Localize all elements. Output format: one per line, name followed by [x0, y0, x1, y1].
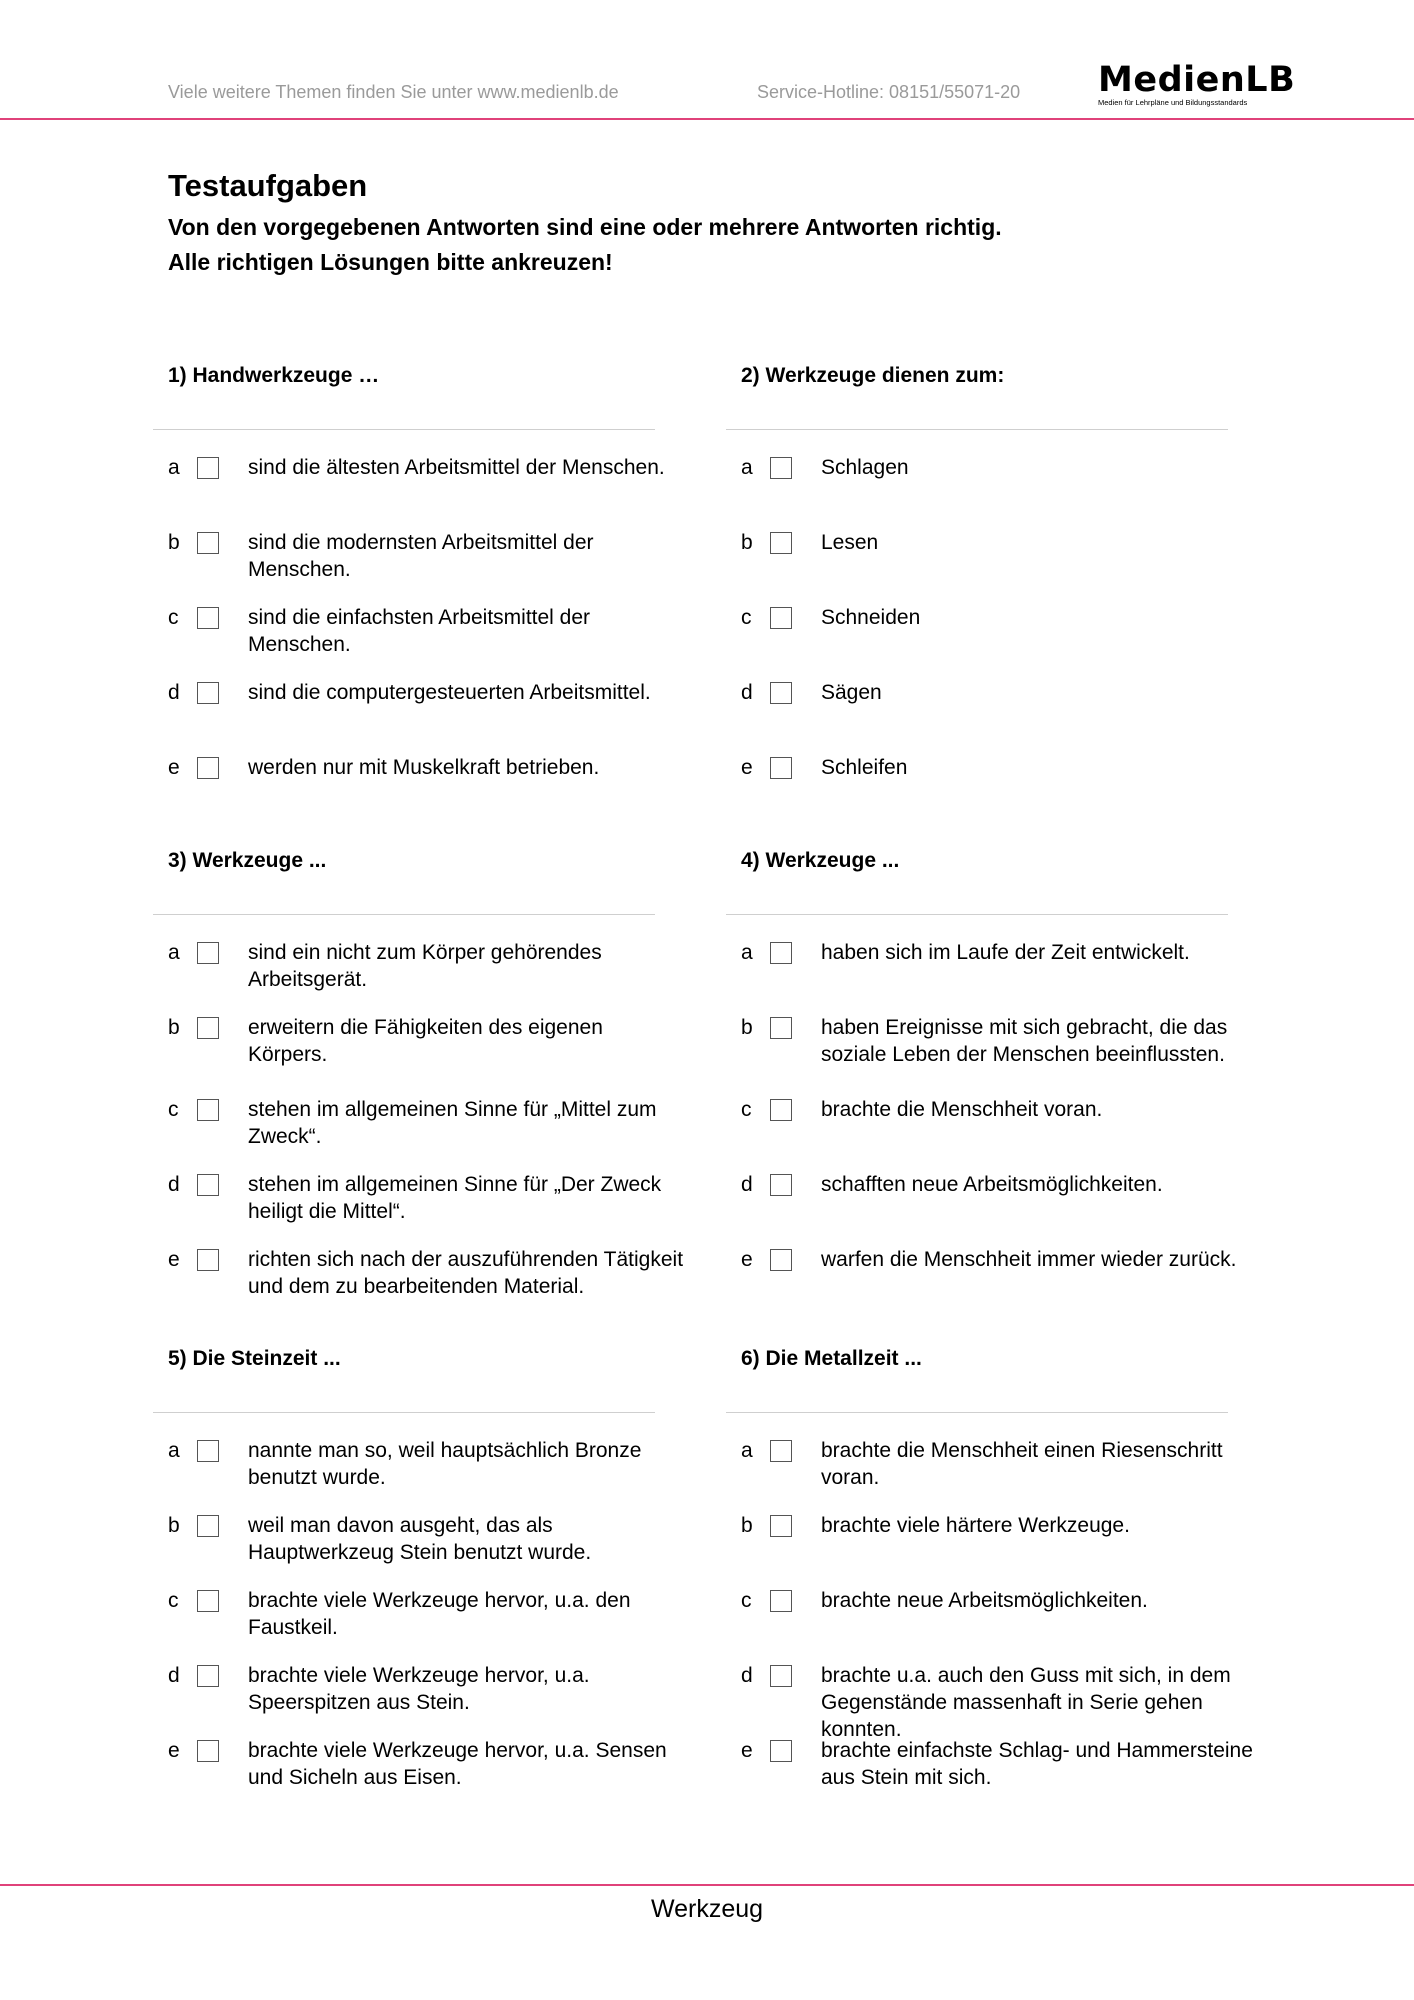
option-text: brachte viele Werkzeuge hervor, u.a. Sensen und Sicheln aus Eisen. [248, 1739, 667, 1789]
option-text: brachte neue Arbeitsmöglichkeiten. [821, 1589, 1148, 1612]
option-text: werden nur mit Muskelkraft betrieben. [248, 756, 600, 779]
question-title: 6) Die Metallzeit ... [741, 1347, 922, 1370]
option-text: Schleifen [821, 756, 908, 779]
option-letter: b [741, 531, 753, 554]
option-letter: e [168, 756, 180, 779]
question-divider [726, 914, 1228, 915]
option-text: Schneiden [821, 606, 921, 629]
answer-checkbox[interactable] [197, 457, 219, 479]
answer-checkbox[interactable] [197, 1017, 219, 1039]
answer-checkbox[interactable] [197, 1740, 219, 1762]
option-letter: b [168, 1514, 180, 1537]
option-text: sind die einfachsten Arbeitsmittel der Menschen. [248, 606, 591, 656]
question-title: 3) Werkzeuge ... [168, 849, 327, 872]
answer-checkbox[interactable] [770, 1590, 792, 1612]
answer-checkbox[interactable] [770, 1099, 792, 1121]
option-text: brachte die Menschheit voran. [821, 1098, 1103, 1121]
footer-divider [0, 1884, 1414, 1886]
answer-checkbox[interactable] [197, 1590, 219, 1612]
option-text: brachte die Menschheit einen Riesenschritt voran. [821, 1439, 1223, 1489]
option-text: Schlagen [821, 456, 909, 479]
answer-checkbox[interactable] [770, 682, 792, 704]
option-text: nannte man so, weil hauptsächlich Bronze benutzt wurde. [248, 1439, 642, 1489]
option-text: weil man davon ausgeht, das als Hauptwerkzeug Stein benutzt wurde. [248, 1514, 592, 1564]
service-hotline: Service-Hotline: 08151/55071-20 [757, 82, 1021, 102]
answer-checkbox[interactable] [197, 607, 219, 629]
answer-checkbox[interactable] [197, 1099, 219, 1121]
logo-name: MedienLB [1098, 60, 1296, 100]
answer-checkbox[interactable] [770, 1017, 792, 1039]
option-text: sind die computergesteuerten Arbeitsmittel. [248, 681, 651, 704]
option-letter: d [168, 1664, 180, 1687]
medienlb-logo [1098, 60, 1296, 107]
option-letter: b [741, 1016, 753, 1039]
answer-checkbox[interactable] [197, 1174, 219, 1196]
instruction-line-2: Alle richtigen Lösungen bitte ankreuzen! [168, 249, 613, 275]
answer-checkbox[interactable] [770, 1515, 792, 1537]
option-letter: d [168, 1173, 180, 1196]
option-text: Lesen [821, 531, 879, 554]
option-letter: a [741, 1439, 753, 1462]
option-text: stehen im allgemeinen Sinne für „Der Zweck heiligt die Mittel“. [248, 1173, 662, 1223]
option-letter: c [168, 606, 179, 629]
answer-checkbox[interactable] [197, 757, 219, 779]
option-letter: d [741, 681, 753, 704]
answer-checkbox[interactable] [197, 1515, 219, 1537]
option-letter: a [168, 941, 180, 964]
question-title: 5) Die Steinzeit ... [168, 1347, 341, 1370]
question-title: 4) Werkzeuge ... [741, 849, 900, 872]
option-letter: c [168, 1589, 179, 1612]
option-text: brachte viele härtere Werkzeuge. [821, 1514, 1130, 1537]
option-text: erweitern die Fähigkeiten des eigenen Körpers. [248, 1016, 603, 1066]
answer-checkbox[interactable] [770, 1665, 792, 1687]
option-text: warfen die Menschheit immer wieder zurück. [821, 1248, 1237, 1271]
option-text: schafften neue Arbeitsmöglichkeiten. [821, 1173, 1163, 1196]
option-letter: e [168, 1739, 180, 1762]
option-text: brachte viele Werkzeuge hervor, u.a. Speerspitzen aus Stein. [248, 1664, 590, 1714]
option-letter: d [168, 681, 180, 704]
option-text: brachte einfachste Schlag- und Hammersteine aus Stein mit sich. [821, 1739, 1253, 1789]
answer-checkbox[interactable] [770, 1740, 792, 1762]
header-divider [0, 118, 1414, 120]
page-title: Testaufgaben [168, 168, 368, 203]
option-letter: c [168, 1098, 179, 1121]
instruction-line-1: Von den vorgegebenen Antworten sind eine oder mehrere Antworten richtig. [168, 214, 1002, 240]
option-letter: b [741, 1514, 753, 1537]
question-divider [153, 429, 655, 430]
answer-checkbox[interactable] [770, 942, 792, 964]
option-letter: c [741, 1098, 752, 1121]
answer-checkbox[interactable] [197, 682, 219, 704]
option-letter: a [168, 456, 180, 479]
option-letter: e [741, 1739, 753, 1762]
option-letter: b [168, 1016, 180, 1039]
question-divider [726, 1412, 1228, 1413]
question-divider [726, 429, 1228, 430]
option-letter: d [741, 1664, 753, 1687]
answer-checkbox[interactable] [770, 457, 792, 479]
website-note: Viele weitere Themen finden Sie unter www.medienlb.de [168, 82, 619, 102]
option-text: brachte u.a. auch den Guss mit sich, in dem Gegenstände massenhaft in Serie gehen konnten. [821, 1664, 1231, 1741]
answer-checkbox[interactable] [197, 1665, 219, 1687]
question-divider [153, 1412, 655, 1413]
option-text: sind die modernsten Arbeitsmittel der Menschen. [248, 531, 594, 581]
answer-checkbox[interactable] [197, 1249, 219, 1271]
option-letter: e [168, 1248, 180, 1271]
question-title: 1) Handwerkzeuge … [168, 364, 380, 387]
answer-checkbox[interactable] [770, 1249, 792, 1271]
answer-checkbox[interactable] [197, 532, 219, 554]
option-letter: c [741, 606, 752, 629]
answer-checkbox[interactable] [770, 757, 792, 779]
answer-checkbox[interactable] [197, 942, 219, 964]
option-letter: d [741, 1173, 753, 1196]
option-text: Sägen [821, 681, 882, 704]
logo-tagline: Medien für Lehrpläne und Bildungsstandards [1098, 98, 1248, 107]
option-letter: a [741, 456, 753, 479]
footer-title: Werkzeug [650, 1895, 764, 1923]
option-letter: c [741, 1589, 752, 1612]
option-text: richten sich nach der auszuführenden Tätigkeit und dem zu bearbeitenden Material. [248, 1248, 684, 1298]
option-text: sind die ältesten Arbeitsmittel der Menschen. [248, 456, 665, 479]
option-text: stehen im allgemeinen Sinne für „Mittel zum Zweck“. [248, 1098, 657, 1148]
option-letter: e [741, 756, 753, 779]
answer-checkbox[interactable] [770, 1174, 792, 1196]
option-letter: a [168, 1439, 180, 1462]
answer-checkbox[interactable] [770, 532, 792, 554]
answer-checkbox[interactable] [770, 1440, 792, 1462]
answer-checkbox[interactable] [770, 607, 792, 629]
option-text: sind ein nicht zum Körper gehörendes Arbeitsgerät. [248, 941, 602, 991]
option-text: brachte viele Werkzeuge hervor, u.a. den Faustkeil. [248, 1589, 631, 1639]
option-letter: b [168, 531, 180, 554]
option-letter: a [741, 941, 753, 964]
option-letter: e [741, 1248, 753, 1271]
option-text: haben sich im Laufe der Zeit entwickelt. [821, 941, 1190, 964]
answer-checkbox[interactable] [197, 1440, 219, 1462]
question-title: 2) Werkzeuge dienen zum: [741, 364, 1005, 387]
question-divider [153, 914, 655, 915]
option-text: haben Ereignisse mit sich gebracht, die das soziale Leben der Menschen beeinflussten. [821, 1016, 1228, 1066]
